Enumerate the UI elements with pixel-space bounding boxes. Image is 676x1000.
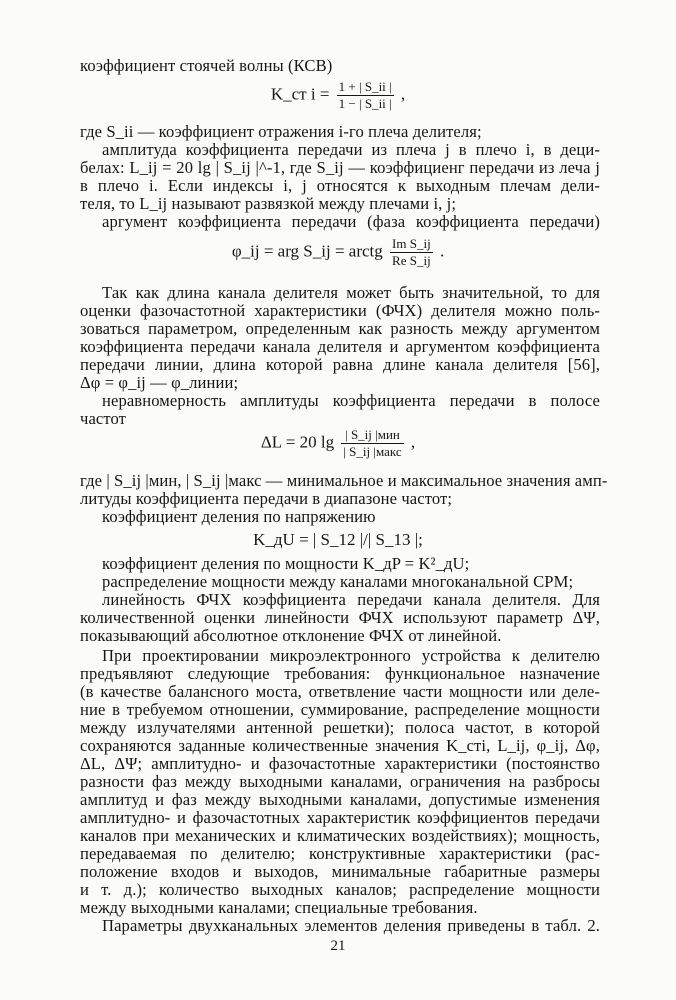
text-line: разности фаз между выходными каналами, ограничения на разбросы	[80, 772, 600, 791]
text-line: коэффициент стоячей волны (КСВ)	[80, 56, 333, 75]
text-line: литуды коэффициента передачи в диапазоне частот;	[80, 489, 453, 508]
text-line: При проектировании микроэлектронного устройства к делителю	[102, 646, 600, 665]
text-line: амплитуд и фаз между выходными каналами, допустимые изменения	[80, 790, 600, 809]
text-line: ние в требуемом отношении, суммирование, распределение мощности	[80, 700, 600, 719]
text-line: положение входов и выходов, минимальные габаритные размеры	[80, 862, 600, 881]
text-line: показывающий абсолютное отклонение ФЧХ от линейной.	[80, 626, 502, 645]
text-line: и т. д.); количество выходных каналов; распределение мощности	[80, 880, 600, 899]
text-line: каналов при механических и климатических воздействиях); мощность,	[80, 826, 600, 845]
equation-delta-l	[0, 428, 676, 459]
text-line: предъявляют следующие требования: функциональное назначение	[80, 664, 600, 683]
equation-tail: ,	[410, 432, 416, 452]
equation-lhs: K_ст i =	[270, 84, 330, 104]
text-line: коэффициента передачи канала делителя и аргументом коэффициента	[80, 337, 600, 356]
text-line: передачи линии, длина которой равна длине канала делителя [56],	[80, 355, 600, 374]
text-line: коэффициент деления по мощности K_дP = K²_дU;	[102, 554, 470, 573]
equation-phase	[0, 237, 676, 268]
fraction	[341, 428, 403, 459]
denominator: Re S_ij	[392, 253, 431, 268]
numerator: | S_ij |мин	[341, 428, 403, 444]
equation-text: K_дU = | S_12 |/| S_13 |;	[253, 530, 423, 549]
equation-ksv	[0, 80, 676, 111]
equation-tail: ,	[400, 84, 406, 104]
fraction	[337, 80, 394, 111]
denominator: 1 − | S_ii |	[338, 96, 392, 111]
denominator: | S_ij |макс	[343, 444, 402, 459]
text-line: сохраняются заданные количественные значения K_стi, L_ij, φ_ij, Δφ,	[80, 736, 600, 755]
equation-lhs: φ_ij = arg S_ij = arctg	[231, 241, 383, 261]
text-line: где S_ii — коэффициент отражения i-го плеча делителя;	[80, 122, 482, 141]
equation-lhs: ΔL = 20 lg	[260, 432, 335, 452]
text-line: где | S_ij |мин, | S_ij |макс — минимальное и максимальное значения амп-	[80, 471, 608, 490]
text-line: Параметры двухканальных элементов деления приведены в табл. 2.	[102, 916, 600, 935]
text-line: коэффициент деления по напряжению	[102, 507, 376, 526]
text-line: зоваться параметром, определенным как разность между аргументом	[80, 319, 600, 338]
text-line: частот	[80, 409, 127, 428]
text-line: между выходными каналами; специальные требования.	[80, 898, 478, 917]
text-line: амплитуда коэффициента передачи из плеча j в плечо i, в деци-	[102, 140, 600, 159]
text-line: аргумент коэффициента передачи (фаза коэффициента передачи)	[102, 212, 600, 231]
text-line: теля, то L_ij называют развязкой между плечами i, j;	[80, 194, 457, 213]
text-line: Δφ = φ_ij — φ_линии;	[80, 373, 239, 392]
text-line: ΔL, ΔΨ; амплитудно- и фазочастотные характеристики (постоянство	[80, 754, 600, 773]
fraction	[390, 237, 433, 268]
text-line: Так как длина канала делителя может быть значительной, то для	[102, 283, 600, 302]
numerator: Im S_ij	[392, 236, 431, 251]
text-line: между излучателями антенной решетки); полоса частот, в которой	[80, 718, 600, 737]
equation-kdu	[0, 530, 676, 550]
text-line: распределение мощности между каналами многоканальной СРМ;	[102, 572, 574, 591]
text-line: линейность ФЧХ коэффициента передачи канала делителя. Для	[102, 590, 600, 609]
text-line: амплитудно- и фазочастотных характеристик коэффициентов передачи	[80, 808, 600, 827]
text-line: оценки фазочастотной характеристики (ФЧХ) делителя можно поль-	[80, 301, 600, 320]
page-number: 21	[330, 938, 346, 954]
text-line: количественной оценки линейности ФЧХ используют параметр ΔΨ,	[80, 608, 600, 627]
text-line: белах: L_ij = 20 lg | S_ij |^-1, где S_ij — коэффициенг передачи из леча j	[80, 158, 600, 177]
text-line: передаваемая по делителю; конструктивные характеристики (рас-	[80, 844, 600, 863]
equation-tail: .	[439, 241, 445, 261]
text-line: (в качестве балансного моста, ответвление части мощности или деле-	[80, 682, 600, 701]
numerator: 1 + | S_ii |	[338, 79, 392, 94]
text-line: неравномерность амплитуды коэффициента передачи в полосе	[102, 391, 600, 410]
text-line: в плечо i. Если индексы i, j относятся к выходным плечам дели-	[80, 176, 600, 195]
